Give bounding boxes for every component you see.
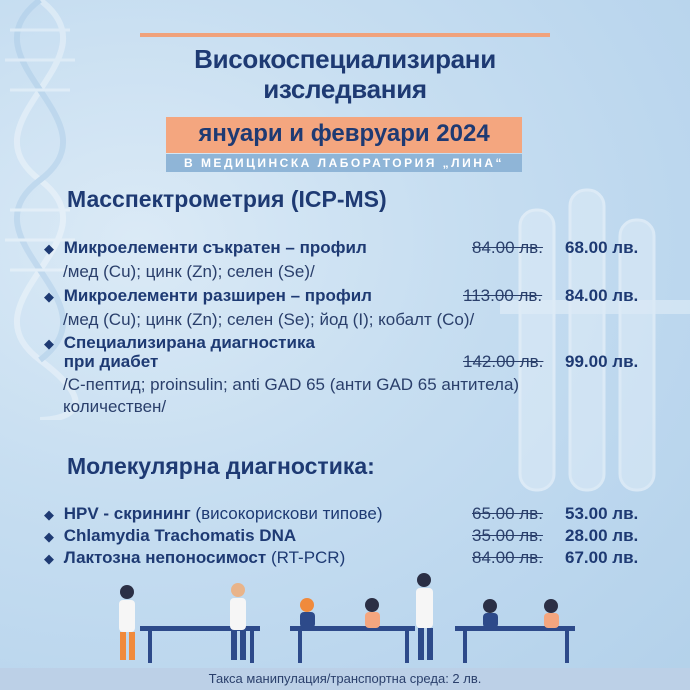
lab-scientist-3 — [300, 598, 315, 628]
diamond-bullet-icon: ◆ — [44, 336, 54, 351]
new-price: 28.00 лв. — [565, 526, 639, 545]
new-price: 84.00 лв. — [565, 286, 639, 305]
laboratory-subtitle: В МЕДИЦИНСКА ЛАБОРАТОРИЯ „ЛИНА“ — [166, 154, 522, 172]
old-price: 84.00 лв. — [472, 238, 543, 257]
list-item — [44, 238, 654, 258]
old-price: 84.00 лв. — [472, 548, 543, 567]
item-detail-line-1: /С-пептид; proinsulin; anti GAD 65 (анти GAD 65 антитела) — [63, 375, 520, 394]
item-name: Лактозна непоносимост — [63, 548, 267, 567]
title-line-1: Високоспециализирани — [194, 44, 496, 74]
list-item — [44, 333, 654, 353]
new-price: 99.00 лв. — [565, 352, 639, 371]
old-price: 35.00 лв. — [472, 526, 543, 545]
date-banner-text: януари и февруари 2024 — [198, 120, 490, 147]
item-name-line-2: при диабет — [63, 352, 159, 371]
lab-scientist-5 — [416, 573, 433, 660]
old-price: 65.00 лв. — [472, 504, 543, 523]
item-detail: /мед (Cu); цинк (Zn); селен (Se); йод (I); кобалт (Co)/ — [63, 310, 475, 329]
item-name: Микроелементи разширен – профил — [63, 286, 372, 305]
lab-scientist-1 — [119, 585, 135, 660]
item-detail: /мед (Cu); цинк (Zn); селен (Se)/ — [63, 262, 315, 281]
list-item — [44, 526, 654, 546]
diamond-bullet-icon: ◆ — [44, 241, 54, 256]
diamond-bullet-icon: ◆ — [44, 289, 54, 304]
old-price: 142.00 лв. — [463, 352, 544, 371]
item-name-line-1: Специализирана диагностика — [63, 333, 315, 352]
new-price: 67.00 лв. — [565, 548, 639, 567]
list-item-continued — [44, 352, 654, 372]
item-extra: (високорискови типове) — [195, 504, 383, 523]
item-name: Chlamydia Trachomatis DNA — [63, 526, 297, 545]
lab-scientist-2 — [230, 583, 246, 660]
diamond-bullet-icon: ◆ — [44, 507, 54, 522]
item-detail-line-2: количествен/ — [63, 397, 167, 416]
new-price: 68.00 лв. — [565, 238, 639, 257]
item-name: HPV - скрининг — [63, 504, 191, 523]
title-line-2: изследвания — [263, 74, 427, 104]
section-title-molecular-diagnostics: Молекулярна диагностика: — [67, 453, 375, 479]
old-price: 113.00 лв. — [463, 286, 543, 305]
footer-note: Такса манипулация/транспортна среда: 2 лв. — [0, 668, 690, 690]
section-title-mass-spectrometry: Масспектрометрия (ICP-MS) — [67, 186, 387, 212]
list-item — [44, 548, 654, 568]
new-price: 53.00 лв. — [565, 504, 639, 523]
diamond-bullet-icon: ◆ — [44, 529, 54, 544]
item-extra: (RT-PCR) — [270, 548, 346, 567]
diamond-bullet-icon: ◆ — [44, 551, 54, 566]
list-item — [44, 286, 654, 306]
list-item — [44, 504, 654, 524]
laboratory-workers-illustration — [0, 570, 690, 670]
lab-scientist-4 — [365, 598, 380, 628]
top-accent-line — [140, 33, 550, 37]
item-name: Микроелементи съкратен – профил — [63, 238, 367, 257]
lab-scientist-6 — [483, 599, 498, 628]
lab-scientist-7 — [544, 599, 559, 628]
